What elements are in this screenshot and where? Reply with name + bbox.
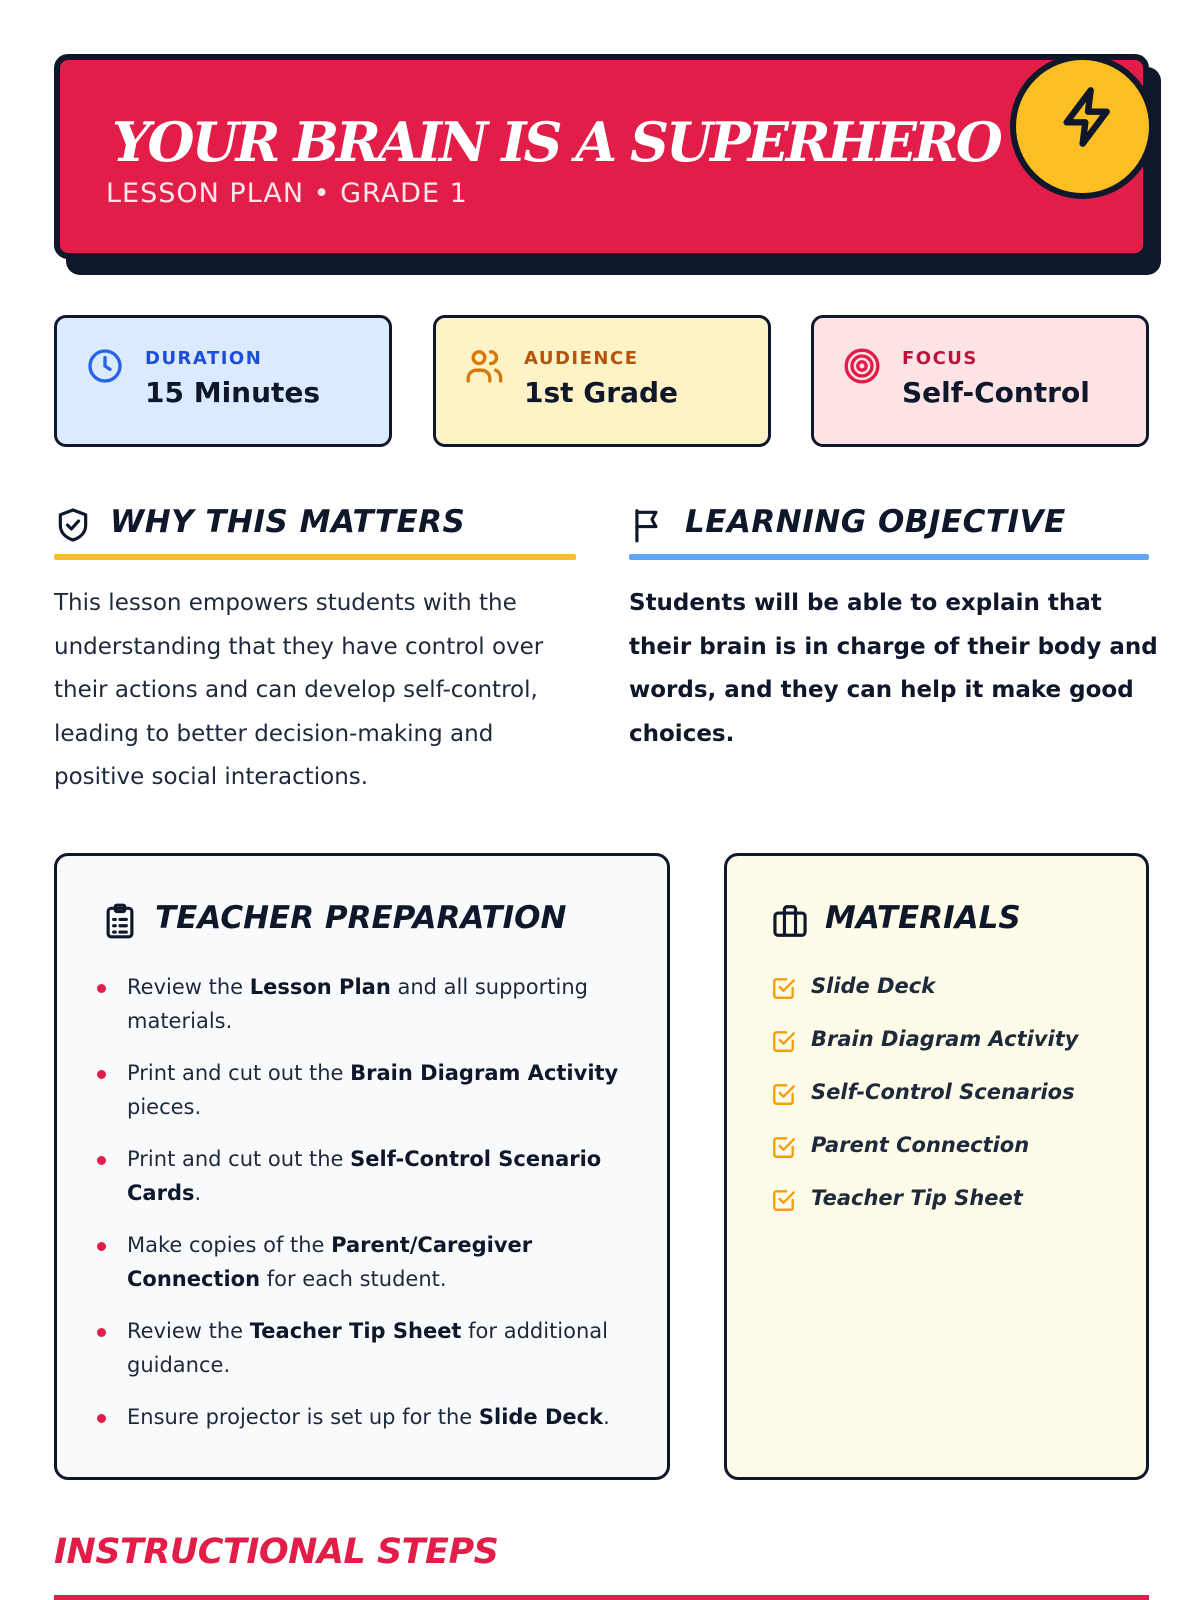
item-bold: Slide Deck xyxy=(478,1405,604,1429)
material-label: Teacher Tip Sheet xyxy=(811,1186,1023,1210)
stat-value: 1st Grade xyxy=(524,376,678,409)
target-icon xyxy=(842,346,882,386)
item-text: . xyxy=(603,1405,610,1429)
why-text: This lesson empowers students with the understanding that they have control over their actions and can develop self-control, leading to better decision-making and positive social interactions. xyxy=(54,590,544,790)
why-heading-block xyxy=(54,500,576,560)
item-text: for additional guidance. xyxy=(127,1319,609,1377)
bullet-dot xyxy=(97,1328,106,1337)
stat-card-duration xyxy=(54,315,392,447)
item-text: Print and cut out the xyxy=(127,1147,351,1171)
item-text: Make copies of the xyxy=(127,1233,332,1257)
bullet-dot xyxy=(97,1070,106,1079)
item-text: Review the xyxy=(127,975,250,999)
teacher-prep-panel xyxy=(54,853,670,1480)
materials-list xyxy=(771,971,1078,1236)
item-text: . xyxy=(194,1181,202,1205)
list-item xyxy=(97,1400,627,1434)
stat-value: Self-Control xyxy=(902,376,1090,409)
item-bold: Teacher Tip Sheet xyxy=(249,1319,462,1343)
list-item xyxy=(97,1056,627,1124)
stat-label: FOCUS xyxy=(902,348,978,369)
item-text: Print and cut out the xyxy=(127,1061,351,1085)
page-title: YOUR BRAIN IS A SUPERHERO xyxy=(112,110,1000,174)
list-item xyxy=(97,1314,627,1382)
material-item xyxy=(771,1077,1078,1130)
materials-heading: MATERIALS xyxy=(825,900,1021,936)
objective-heading: LEARNING OBJECTIVE xyxy=(685,504,1066,540)
teacher-prep-heading: TEACHER PREPARATION xyxy=(155,900,567,936)
material-label: Self-Control Scenarios xyxy=(811,1080,1075,1104)
check-square-icon xyxy=(771,1028,797,1054)
item-text: for each student. xyxy=(260,1267,447,1291)
item-bold: Self-Control Scenario Cards xyxy=(127,1147,602,1205)
stat-value: 15 Minutes xyxy=(145,376,321,409)
stat-card-focus xyxy=(811,315,1149,447)
bullet-dot xyxy=(97,984,106,993)
material-label: Slide Deck xyxy=(811,974,936,998)
stat-label: DURATION xyxy=(145,348,263,369)
stat-label: AUDIENCE xyxy=(524,348,639,369)
item-text: Ensure projector is set up for the xyxy=(127,1405,479,1429)
shield-check-icon xyxy=(54,506,92,544)
users-icon xyxy=(464,346,504,386)
item-bold: Lesson Plan xyxy=(249,975,391,999)
material-label: Parent Connection xyxy=(811,1133,1030,1157)
objective-underline xyxy=(629,554,1149,560)
bullet-dot xyxy=(97,1414,106,1423)
objective-text: Students will be able to explain that their brain is in charge of their body and words, and they can help it make good choices. xyxy=(629,590,1158,747)
check-square-icon xyxy=(771,1081,797,1107)
check-square-icon xyxy=(771,1134,797,1160)
header-banner xyxy=(54,54,1149,259)
lightning-bolt-icon xyxy=(1056,85,1120,149)
materials-panel xyxy=(724,853,1149,1480)
material-item xyxy=(771,1183,1078,1236)
item-bold: Brain Diagram Activity xyxy=(350,1061,619,1085)
item-text: Review the xyxy=(127,1319,250,1343)
instructional-steps-heading: INSTRUCTIONAL STEPS xyxy=(54,1532,499,1572)
clipboard-list-icon xyxy=(101,902,139,940)
objective-heading-block xyxy=(629,500,1149,560)
why-heading: WHY THIS MATTERS xyxy=(110,504,466,540)
flag-icon xyxy=(629,506,667,544)
material-item xyxy=(771,1130,1078,1183)
teacher-prep-list xyxy=(97,970,627,1452)
badge xyxy=(1010,54,1155,199)
bullet-dot xyxy=(97,1242,106,1251)
clock-icon xyxy=(85,346,125,386)
material-item xyxy=(771,1024,1078,1077)
list-item xyxy=(97,1228,627,1296)
briefcase-icon xyxy=(771,902,809,940)
why-underline xyxy=(54,554,576,560)
material-item xyxy=(771,971,1078,1024)
item-text: and all supporting materials. xyxy=(127,975,588,1033)
instructional-steps-underline xyxy=(54,1595,1149,1600)
list-item xyxy=(97,1142,627,1210)
item-text: pieces. xyxy=(127,1095,202,1119)
check-square-icon xyxy=(771,975,797,1001)
item-bold: Parent/Caregiver Connection xyxy=(127,1233,533,1291)
list-item xyxy=(97,970,627,1038)
material-label: Brain Diagram Activity xyxy=(811,1027,1079,1051)
stat-card-audience xyxy=(433,315,771,447)
check-square-icon xyxy=(771,1187,797,1213)
page-subtitle: LESSON PLAN • GRADE 1 xyxy=(106,178,468,209)
bullet-dot xyxy=(97,1156,106,1165)
